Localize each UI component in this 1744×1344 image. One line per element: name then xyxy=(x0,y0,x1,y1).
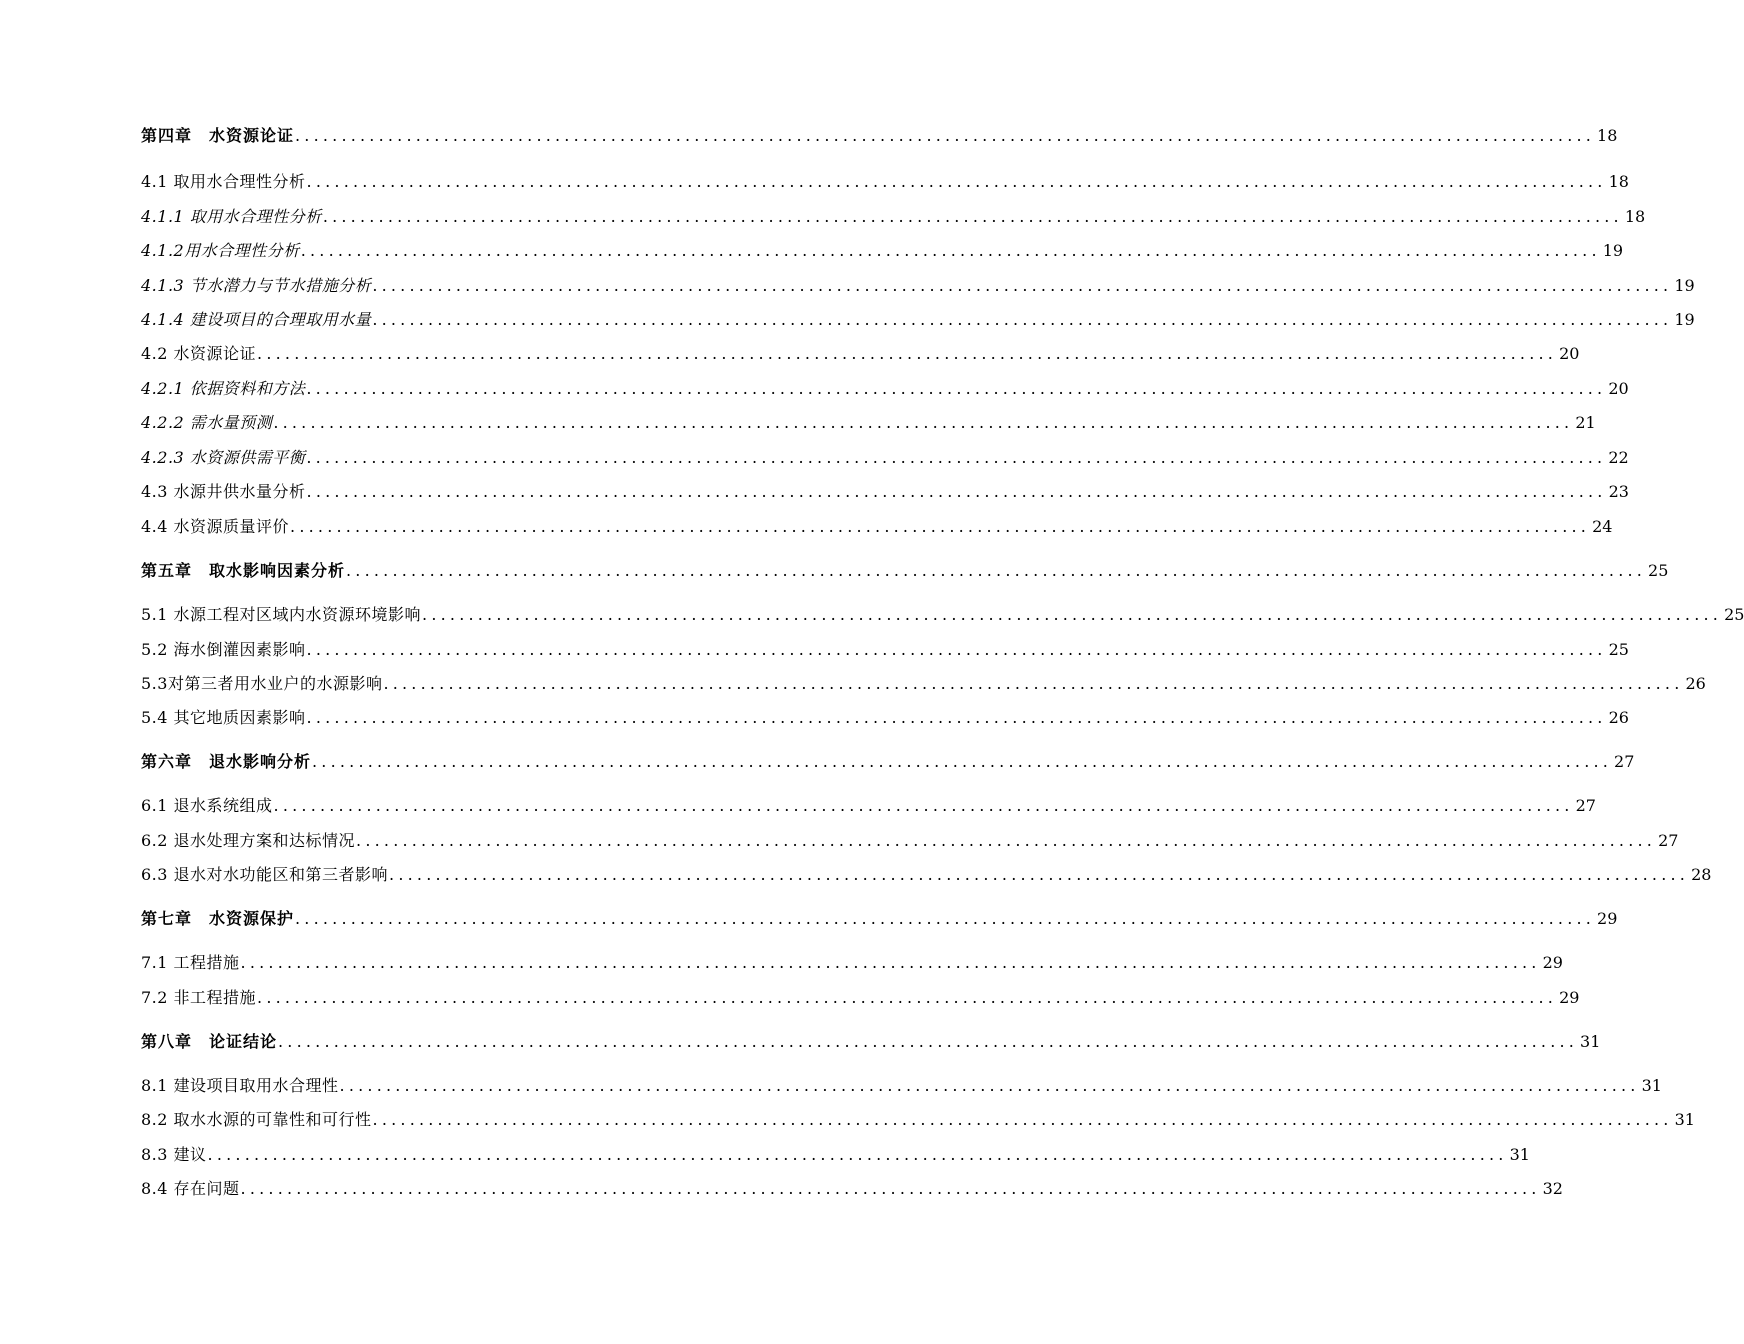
toc-entry[interactable] xyxy=(141,986,1580,1010)
toc-dot-leader: ............................................................................................................................................ xyxy=(306,379,1607,398)
toc-entry-title: 4.1.3 节水潜力与节水措施分析 xyxy=(141,276,372,295)
toc-page-number: 26 xyxy=(1608,708,1629,727)
toc-page-number: 29 xyxy=(1559,988,1580,1007)
toc-page-number: 31 xyxy=(1641,1076,1662,1095)
toc-entry-title: 4.1 取用水合理性分析 xyxy=(141,172,306,191)
toc-entry-title: 4.1.4 建设项目的合理取用水量 xyxy=(141,310,372,329)
toc-entry[interactable] xyxy=(141,672,1706,696)
toc-entry[interactable] xyxy=(141,239,1624,263)
toc-entry-title: 第八章 论证结论 xyxy=(141,1032,278,1051)
toc-entry-title: 6.2 退水处理方案和达标情况 xyxy=(141,831,356,850)
toc-page-number: 24 xyxy=(1592,517,1613,536)
toc-dot-leader: ............................................................................................................................................ xyxy=(306,172,1607,191)
toc-page-number: 18 xyxy=(1608,172,1629,191)
toc-chapter-entry[interactable] xyxy=(141,124,1618,148)
toc-entry-title: 5.2 海水倒灌因素影响 xyxy=(141,640,306,659)
toc-page-number: 25 xyxy=(1608,640,1629,659)
toc-dot-leader: ............................................................................................................................................ xyxy=(273,413,1574,432)
toc-entry[interactable] xyxy=(141,480,1629,504)
toc-chapter-entry[interactable] xyxy=(141,559,1669,583)
toc-page-number: 18 xyxy=(1597,126,1618,145)
toc-entry-title: 7.2 非工程措施 xyxy=(141,988,257,1007)
toc-entry-title: 4.4 水资源质量评价 xyxy=(141,517,290,536)
toc-page-number: 22 xyxy=(1608,448,1629,467)
toc-chapter-entry[interactable] xyxy=(141,907,1618,931)
toc-page-number: 21 xyxy=(1575,413,1596,432)
toc-page-number: 29 xyxy=(1542,953,1563,972)
toc-entry-title: 4.2.2 需水量预测 xyxy=(141,413,273,432)
toc-entry-title: 第四章 水资源论证 xyxy=(141,126,295,145)
toc-dot-leader: ............................................................................................................................................ xyxy=(306,640,1607,659)
toc-page-number: 27 xyxy=(1575,796,1596,815)
toc-dot-leader: ............................................................................................................................................ xyxy=(346,561,1647,580)
toc-entry-title: 8.2 取水水源的可靠性和可行性 xyxy=(141,1110,372,1129)
toc-page-number: 27 xyxy=(1658,831,1679,850)
toc-entry[interactable] xyxy=(141,411,1596,435)
toc-dot-leader: ............................................................................................................................................ xyxy=(257,344,1558,363)
toc-entry[interactable] xyxy=(141,863,1712,887)
toc-entry[interactable] xyxy=(141,603,1744,627)
toc-entry[interactable] xyxy=(141,274,1695,298)
toc-dot-leader: ............................................................................................................................................ xyxy=(295,126,1596,145)
toc-page-number: 20 xyxy=(1559,344,1580,363)
toc-dot-leader: ............................................................................................................................................ xyxy=(372,276,1673,295)
toc-page-number: 25 xyxy=(1724,605,1744,624)
toc-dot-leader: ............................................................................................................................................ xyxy=(356,831,1657,850)
toc-entry-title: 5.1 水源工程对区域内水资源环境影响 xyxy=(141,605,422,624)
toc-page-number: 31 xyxy=(1509,1145,1530,1164)
toc-entry[interactable] xyxy=(141,515,1613,539)
toc-dot-leader: ............................................................................................................................................ xyxy=(383,674,1684,693)
toc-page-number: 23 xyxy=(1608,482,1629,501)
toc-page-number: 19 xyxy=(1602,241,1624,260)
toc-dot-leader: ............................................................................................................................................ xyxy=(306,708,1607,727)
toc-dot-leader: ............................................................................................................................................ xyxy=(300,241,1601,260)
toc-entry[interactable] xyxy=(141,794,1596,818)
toc-entry-title: 5.4 其它地质因素影响 xyxy=(141,708,306,727)
toc-page-number: 31 xyxy=(1580,1032,1601,1051)
toc-entry-title: 8.3 建议 xyxy=(141,1145,207,1164)
toc-entry[interactable] xyxy=(141,1177,1563,1201)
toc-entry-title: 4.1.2用水合理性分析 xyxy=(141,241,300,260)
toc-entry-title: 6.1 退水系统组成 xyxy=(141,796,273,815)
toc-dot-leader: ............................................................................................................................................ xyxy=(372,310,1673,329)
toc-dot-leader: ............................................................................................................................................ xyxy=(295,909,1596,928)
toc-page-number: 19 xyxy=(1674,310,1695,329)
toc-entry-title: 第五章 取水影响因素分析 xyxy=(141,561,346,580)
toc-entry[interactable] xyxy=(141,638,1629,662)
toc-entry-title: 4.2.1 依据资料和方法 xyxy=(141,379,306,398)
toc-dot-leader: ............................................................................................................................................ xyxy=(273,796,1574,815)
toc-entry[interactable] xyxy=(141,377,1629,401)
toc-dot-leader: ............................................................................................................................................ xyxy=(240,1179,1541,1198)
toc-entry-title: 8.1 建设项目取用水合理性 xyxy=(141,1076,339,1095)
toc-entry[interactable] xyxy=(141,951,1563,975)
toc-entry-title: 第七章 水资源保护 xyxy=(141,909,295,928)
toc-dot-leader: ............................................................................................................................................ xyxy=(422,605,1723,624)
toc-dot-leader: ............................................................................................................................................ xyxy=(389,865,1690,884)
toc-entry[interactable] xyxy=(141,342,1580,366)
toc-entry[interactable] xyxy=(141,170,1629,194)
toc-chapter-entry[interactable] xyxy=(141,1030,1601,1054)
toc-entry[interactable] xyxy=(141,1108,1695,1132)
toc-page-number: 18 xyxy=(1624,207,1646,226)
toc-entry-title: 4.2.3 水资源供需平衡 xyxy=(141,448,306,467)
toc-dot-leader: ............................................................................................................................................ xyxy=(372,1110,1673,1129)
toc-dot-leader: ............................................................................................................................................ xyxy=(339,1076,1640,1095)
toc-dot-leader: ............................................................................................................................................ xyxy=(312,752,1613,771)
toc-entry[interactable] xyxy=(141,446,1629,470)
toc-page-number: 29 xyxy=(1597,909,1618,928)
toc-entry-title: 7.1 工程措施 xyxy=(141,953,240,972)
toc-chapter-entry[interactable] xyxy=(141,750,1635,774)
toc-entry-title: 4.2 水资源论证 xyxy=(141,344,257,363)
toc-entry[interactable] xyxy=(141,829,1679,853)
toc-entry[interactable] xyxy=(141,1074,1662,1098)
toc-entry-title: 第六章 退水影响分析 xyxy=(141,752,312,771)
toc-entry[interactable] xyxy=(141,205,1646,229)
toc-entry-title: 6.3 退水对水功能区和第三者影响 xyxy=(141,865,389,884)
toc-entry-title: 5.3对第三者用水业户的水源影响 xyxy=(141,674,383,693)
toc-dot-leader: ............................................................................................................................................ xyxy=(278,1032,1579,1051)
toc-entry-title: 4.3 水源井供水量分析 xyxy=(141,482,306,501)
toc-page-number: 27 xyxy=(1614,752,1635,771)
toc-entry[interactable] xyxy=(141,1143,1530,1167)
toc-page-number: 31 xyxy=(1674,1110,1695,1129)
toc-dot-leader: ............................................................................................................................................ xyxy=(322,207,1623,226)
toc-page-number: 19 xyxy=(1674,276,1695,295)
toc-entry[interactable] xyxy=(141,706,1629,730)
toc-dot-leader: ............................................................................................................................................ xyxy=(257,988,1558,1007)
toc-page-number: 26 xyxy=(1685,674,1706,693)
toc-page-number: 20 xyxy=(1608,379,1629,398)
toc-entry-title: 8.4 存在问题 xyxy=(141,1179,240,1198)
toc-dot-leader: ............................................................................................................................................ xyxy=(306,448,1607,467)
toc-page-number: 25 xyxy=(1648,561,1669,580)
toc-dot-leader: ............................................................................................................................................ xyxy=(207,1145,1508,1164)
toc-page-number: 28 xyxy=(1691,865,1712,884)
toc-dot-leader: ............................................................................................................................................ xyxy=(290,517,1591,536)
toc-dot-leader: ............................................................................................................................................ xyxy=(240,953,1541,972)
toc-dot-leader: ............................................................................................................................................ xyxy=(306,482,1607,501)
toc-entry[interactable] xyxy=(141,308,1695,332)
toc-page-number: 32 xyxy=(1542,1179,1563,1198)
toc-entry-title: 4.1.1 取用水合理性分析 xyxy=(141,207,322,226)
